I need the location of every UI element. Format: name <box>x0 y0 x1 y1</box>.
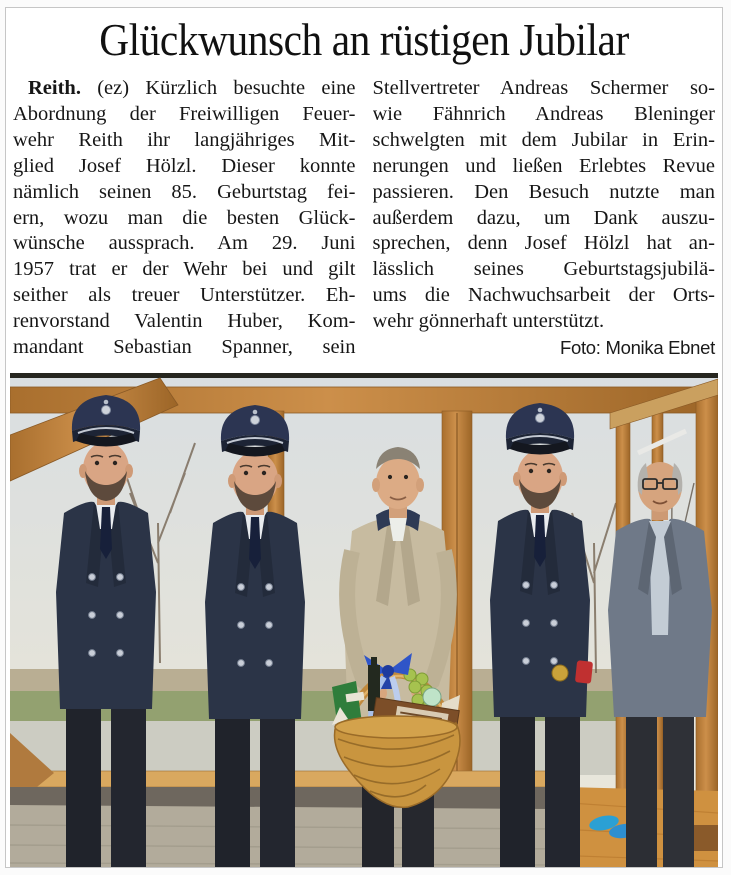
text-line <box>13 76 356 102</box>
text-line-rest: (ez) Kürzlich besuchte eine <box>97 77 356 99</box>
text-line: nämlich seinen 85. Geburtstag fei- <box>13 180 356 203</box>
photo-illustration <box>10 373 718 868</box>
text-line: glied Josef Hölzl. Dieser konnte <box>13 154 356 177</box>
text-line: wehr gönnerhaft unterstützt. <box>372 310 605 333</box>
article-photo <box>10 373 718 868</box>
furniture-leg <box>694 825 718 851</box>
mint-tin <box>423 688 441 706</box>
text-line: wehr Reith ihr langjähriges Mit- <box>13 128 356 151</box>
text-line: renvorstand Valentin Huber, Kom- <box>13 310 356 333</box>
text-line: passieren. Den Besuch nutzte man <box>372 180 715 203</box>
text-line: schwelgten mit dem Jubilar in Erin- <box>372 128 715 151</box>
text-line: ern, wozu man die besten Glück- <box>13 206 356 229</box>
newspaper-clipping <box>5 7 723 868</box>
red-sleeve-patch <box>575 660 593 684</box>
text-line: außerdem dazu, um Dank auszu- <box>372 206 715 229</box>
photo-credit: Foto: Monika Ebnet <box>559 337 715 359</box>
headline: Glückwunsch an rüstigen Jubilar <box>99 15 629 65</box>
gold-medal <box>552 665 568 681</box>
text-line: Abordnung der Freiwilligen Feuer- <box>13 102 356 125</box>
terrace <box>10 721 630 775</box>
text-line: wünsche aussprach. Am 29. Juni <box>13 232 356 255</box>
text-line: mandant Sebastian Spanner, sein <box>13 336 356 359</box>
basket-rim <box>335 716 457 738</box>
text-line: nerungen und ließen Erlebtes Revue <box>372 154 715 177</box>
dateline: Reith. <box>28 77 81 99</box>
right-column <box>373 76 716 361</box>
text-line: Stellvertreter Andreas Schermer so- <box>372 77 715 99</box>
text-line: sprechen, denn Josef Hölzl hat an- <box>372 232 715 255</box>
text-line: lässlich seines Geburtstagsjubilä- <box>372 258 715 281</box>
article-body <box>10 76 718 361</box>
left-column <box>13 76 356 361</box>
text-line: wie Fähnrich Andreas Bleninger <box>372 102 715 125</box>
text-line: 1957 trat er der Wehr bei und gilt <box>13 258 356 281</box>
photo-top-edge <box>10 373 718 378</box>
text-line: seither als treuer Unterstützer. Eh- <box>13 284 356 307</box>
text-line: ums die Nachwuchsarbeit der Orts- <box>372 284 715 307</box>
